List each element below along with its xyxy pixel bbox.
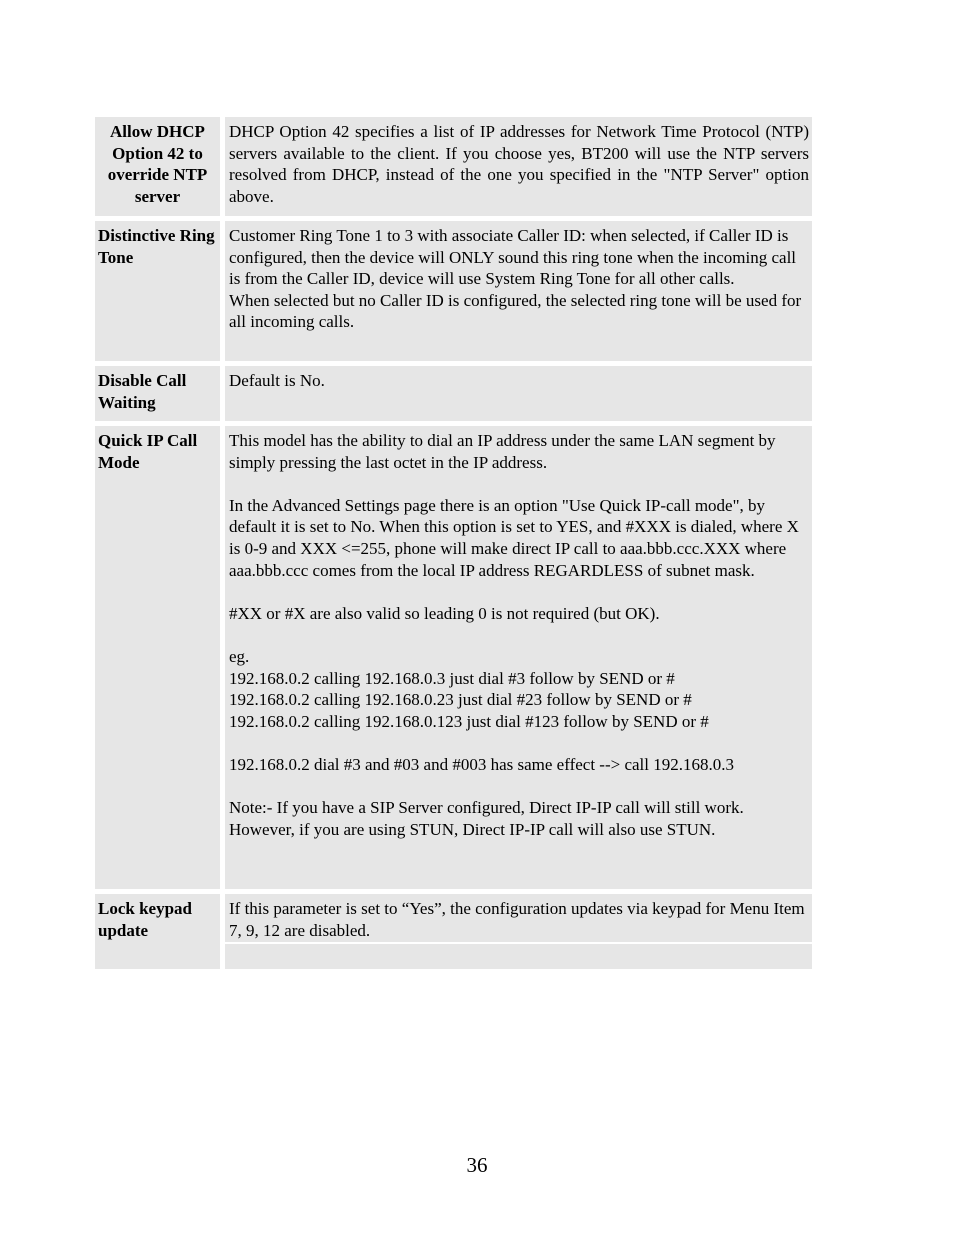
row-label-disable-call-waiting: Disable Call Waiting [95, 366, 220, 421]
settings-table [95, 117, 812, 969]
description-paragraph: This model has the ability to dial an IP address under the same LAN segment by simply pressing the last octet in the IP address. [229, 431, 776, 472]
description-paragraph: eg. [229, 646, 250, 666]
row-description [225, 117, 812, 216]
description-paragraph: When selected but no Caller ID is configured, the selected ring tone will be used for all incoming calls. [229, 290, 802, 332]
note-line: However, if you are using STUN, Direct IP-IP call will also use STUN. [229, 819, 716, 839]
table-row [95, 117, 812, 216]
row-description [225, 426, 812, 889]
example-line: 192.168.0.2 calling 192.168.0.123 just dial #123 follow by SEND or # [229, 711, 709, 731]
description-paragraph: Customer Ring Tone 1 to 3 with associate Caller ID: when selected, if Caller ID is configured, then the device will ONLY sound this ring tone when the incoming call is from the Caller ID, device will use System Ring Tone for all other calls. [229, 226, 797, 289]
row-label-quick-ip-call-mode: Quick IP Call Mode [95, 426, 220, 889]
table-row [95, 894, 812, 969]
description-paragraph: If this parameter is set to “Yes”, the configuration updates via keypad for Menu Item 7, 9, 12 are disabled. [229, 899, 805, 940]
row-label-dhcp-option-42: Allow DHCP Option 42 to override NTP server [95, 117, 220, 216]
description-paragraph: DHCP Option 42 specifies a list of IP addresses for Network Time Protocol (NTP) servers available to the client. If you choose yes, BT200 will use the NTP servers resolved from DHCP, instead of the one you specified in the "NTP Server" option above. [229, 122, 809, 206]
description-paragraph: 192.168.0.2 dial #3 and #03 and #003 has same effect --> call 192.168.0.3 [229, 754, 734, 774]
row-description [225, 366, 812, 421]
example-line: 192.168.0.2 calling 192.168.0.3 just dial #3 follow by SEND or # [229, 668, 675, 688]
description-paragraph: Default is No. [229, 371, 325, 390]
table-row [95, 221, 812, 361]
row-label-distinctive-ring-tone: Distinctive Ring Tone [95, 221, 220, 361]
description-paragraph: In the Advanced Settings page there is an option "Use Quick IP-call mode", by default it is set to No. When this option is set to YES, and #XXX is dialed, where X is 0-9 and XXX <=255, phone will make direct IP call to aaa.bbb.ccc.XXX where aaa.bbb.ccc comes from the local IP address REGARDLESS of subnet mask. [229, 495, 799, 580]
row-label-lock-keypad-update: Lock keypad update [95, 894, 220, 969]
table-row [95, 426, 812, 889]
page-number: 36 [466, 1153, 488, 1177]
row-description [225, 221, 812, 361]
example-line: 192.168.0.2 calling 192.168.0.23 just dial #23 follow by SEND or # [229, 690, 692, 710]
table-row [95, 366, 812, 421]
description-paragraph: #XX or #X are also valid so leading 0 is not required (but OK). [229, 603, 660, 623]
row-description [225, 894, 812, 969]
note-line: Note:- If you have a SIP Server configured, Direct IP-IP call will still work. [229, 798, 744, 818]
